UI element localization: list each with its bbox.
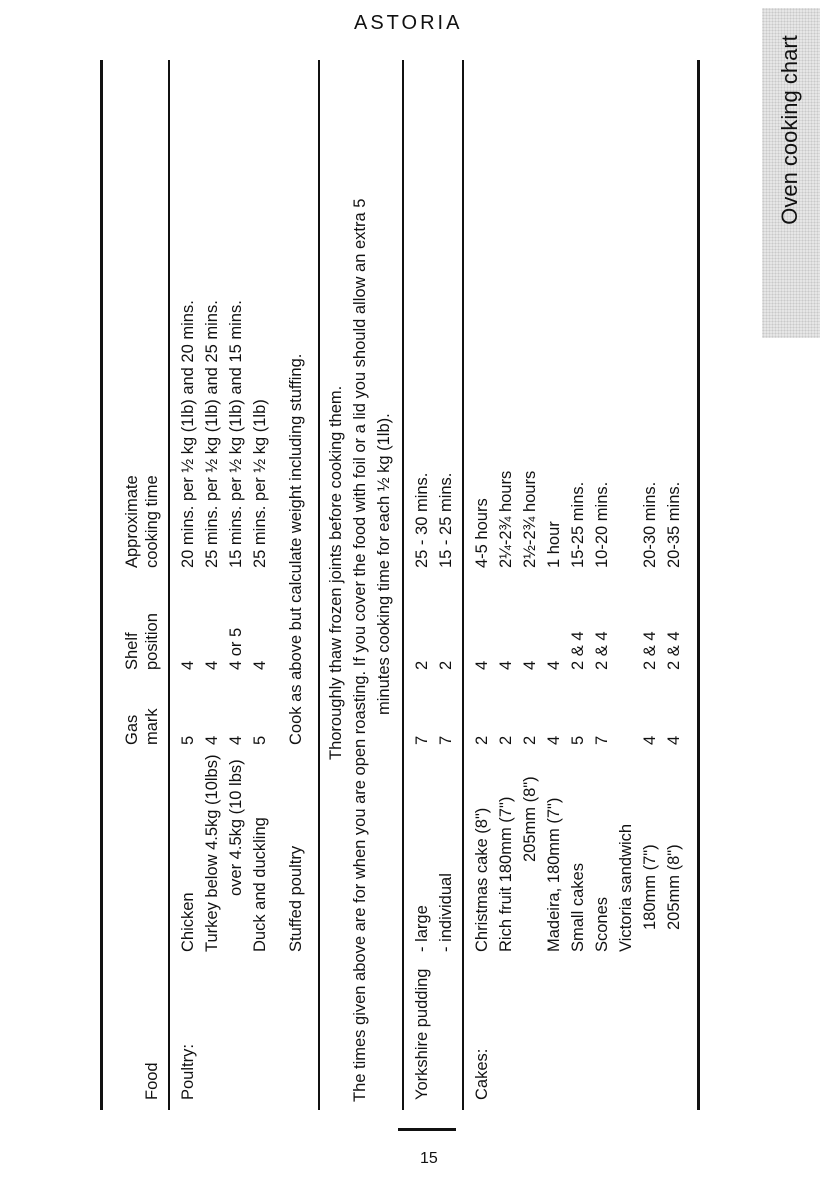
table-row-food: Turkey below 4.5kg (10lbs) bbox=[203, 754, 221, 952]
table-row-gas: 4 bbox=[203, 735, 221, 745]
table-row-food: Small cakes bbox=[569, 863, 587, 952]
poultry-category: Poultry: bbox=[179, 1044, 197, 1100]
table-row-gas: 2 bbox=[497, 735, 515, 745]
table-row-shelf: 4 bbox=[497, 660, 515, 670]
table-row-gas: 7 bbox=[593, 735, 611, 745]
header-time-line2: cooking time bbox=[143, 475, 161, 568]
table-row-food: 205mm (8") bbox=[665, 844, 683, 930]
table-row-shelf: 2 & 4 bbox=[641, 631, 659, 670]
header-time-line1: Approximate bbox=[123, 475, 141, 568]
table-top-rule bbox=[100, 60, 103, 1110]
table-row-time: 20-35 mins. bbox=[665, 481, 683, 568]
table-row-shelf: 4 bbox=[521, 660, 539, 670]
table-row-shelf: 2 bbox=[437, 660, 455, 670]
table-row-time: 1 hour bbox=[545, 521, 563, 568]
table-row-time: 25 mins. per ½ kg (1lb) bbox=[251, 399, 269, 568]
table-row-shelf: 2 & 4 bbox=[569, 631, 587, 670]
page-number: 15 bbox=[420, 1150, 438, 1167]
brand-title: ASTORIA bbox=[354, 12, 463, 34]
table-row-time: 2½-2¾ hours bbox=[521, 470, 539, 568]
table-row-gas: 4 bbox=[227, 735, 245, 745]
table-row-shelf: 4 bbox=[473, 660, 491, 670]
note-extra-time: minutes cooking time for each ½ kg (1lb). bbox=[375, 413, 393, 715]
header-shelf-line1: Shelf bbox=[123, 632, 141, 670]
table-row-shelf: 4 or 5 bbox=[227, 627, 245, 670]
header-food: Food bbox=[143, 1062, 161, 1100]
table-row-time: 15 - 25 mins. bbox=[437, 472, 455, 568]
table-row-time: 10-20 mins. bbox=[593, 481, 611, 568]
table-row-gas: 7 bbox=[437, 735, 455, 745]
table-row-time: 15-25 mins. bbox=[569, 481, 587, 568]
table-row-gas: 7 bbox=[413, 735, 431, 745]
table-bottom-rule bbox=[697, 60, 700, 1110]
table-row-time: 25 mins. per ½ kg (1lb) and 25 mins. bbox=[203, 300, 221, 568]
table-row-gas: 5 bbox=[251, 735, 269, 745]
table-row-gas: 4 bbox=[641, 735, 659, 745]
table-row-shelf: 4 bbox=[545, 660, 563, 670]
table-row-gas: 4 bbox=[545, 735, 563, 745]
table-row-food: - individual bbox=[437, 873, 455, 952]
page-number-rule bbox=[398, 1128, 456, 1131]
header-rule bbox=[168, 60, 170, 1110]
oven-cooking-chart-table bbox=[100, 60, 700, 1110]
table-row-food: 205mm (8") bbox=[521, 776, 539, 862]
section-tab-label: Oven cooking chart bbox=[777, 35, 802, 225]
table-row-food: 180mm (7") bbox=[641, 844, 659, 930]
table-row-gas: 4 bbox=[665, 735, 683, 745]
table-row-food: Chicken bbox=[179, 892, 197, 952]
table-row-time: 4-5 hours bbox=[473, 498, 491, 568]
poultry-bottom-rule bbox=[318, 60, 320, 1110]
table-row-food: Madeira, 180mm (7") bbox=[545, 797, 563, 952]
table-row-shelf: 4 bbox=[203, 660, 221, 670]
table-row-gas: 5 bbox=[569, 735, 587, 745]
header-gas-line1: Gas bbox=[123, 714, 141, 745]
table-row-time: 25 - 30 mins. bbox=[413, 472, 431, 568]
table-row-gas: 5 bbox=[179, 735, 197, 745]
table-row-food: Duck and duckling bbox=[251, 817, 269, 952]
header-gas-line2: mark bbox=[143, 708, 161, 745]
table-row-time: 15 mins. per ½ kg (1lb) and 15 mins. bbox=[227, 300, 245, 568]
table-row-shelf: 4 bbox=[179, 660, 197, 670]
note-thaw: Thoroughly thaw frozen joints before cooking them. bbox=[327, 385, 345, 760]
table-row-shelf: 2 bbox=[413, 660, 431, 670]
header-shelf-line2: position bbox=[143, 613, 161, 670]
table-row-food: Scones bbox=[593, 896, 611, 952]
table-row-food: over 4.5kg (10 lbs) bbox=[227, 759, 245, 896]
table-row-gas: 2 bbox=[521, 735, 539, 745]
table-row-gas: 2 bbox=[473, 735, 491, 745]
yorkshire-bottom-rule bbox=[462, 60, 464, 1110]
notes-bottom-rule bbox=[402, 60, 404, 1110]
table-row-food: Rich fruit 180mm (7") bbox=[497, 796, 515, 952]
table-row-food: - large bbox=[413, 905, 431, 952]
table-row-shelf: 2 & 4 bbox=[593, 631, 611, 670]
table-row-time: 20 mins. per ½ kg (1lb) and 20 mins. bbox=[179, 300, 197, 568]
yorkshire-category: Yorkshire pudding bbox=[413, 968, 431, 1100]
cakes-category: Cakes: bbox=[473, 1048, 491, 1100]
table-row-shelf: 4 bbox=[251, 660, 269, 670]
table-row-food: Victoria sandwich bbox=[617, 823, 635, 952]
table-row-shelf: 2 & 4 bbox=[665, 631, 683, 670]
table-row-food: Christmas cake (8") bbox=[473, 807, 491, 952]
stuffed-poultry-note: Cook as above but calculate weight including stuffing. bbox=[287, 353, 305, 745]
table-row-time: 20-30 mins. bbox=[641, 481, 659, 568]
table-row-time: 2¼-2¾ hours bbox=[497, 470, 515, 568]
stuffed-poultry-label: Stuffed poultry bbox=[287, 845, 305, 952]
note-open-roasting: The times given above are for when you are open roasting. If you cover the food with foil or a lid you should allow an extra 5 bbox=[351, 198, 369, 1102]
